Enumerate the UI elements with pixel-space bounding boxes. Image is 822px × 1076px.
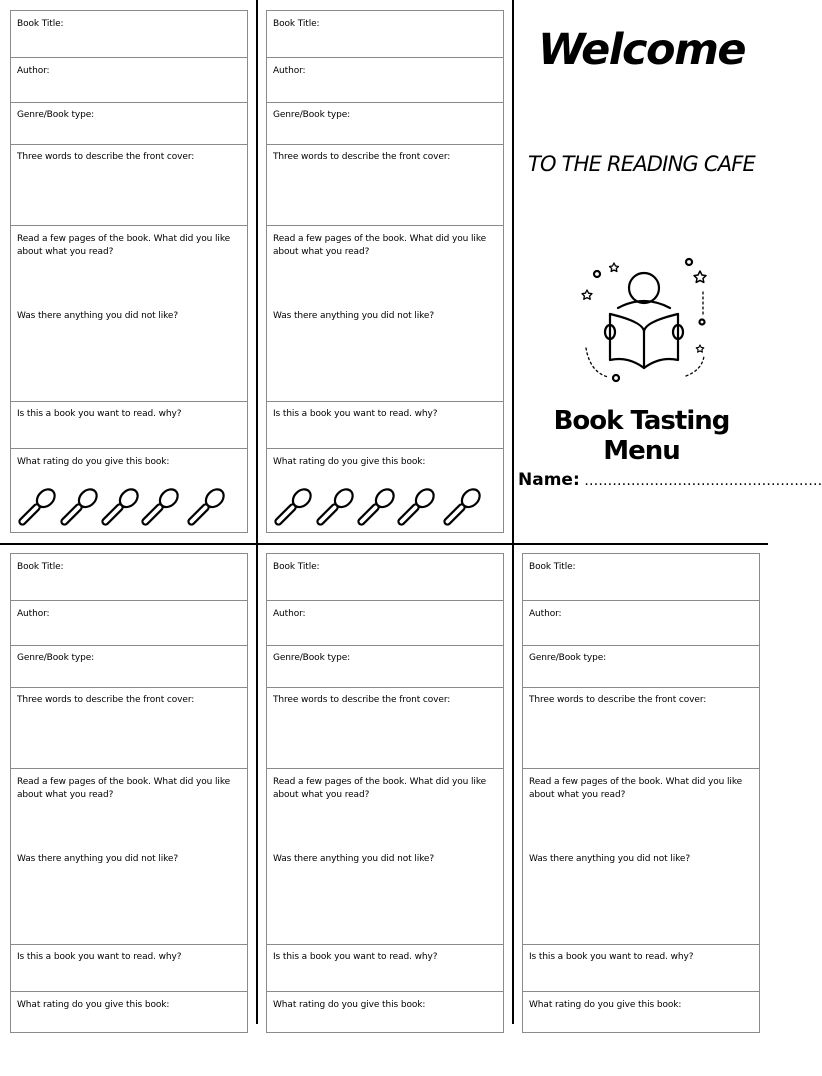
- fold-line: [0, 543, 768, 545]
- liked-label: Read a few pages of the book. What did you like about what you read?: [273, 234, 487, 257]
- book-title-field[interactable]: [523, 554, 759, 601]
- author-field[interactable]: [523, 601, 759, 646]
- want-to-read-field[interactable]: [267, 945, 503, 992]
- welcome-heading: Welcome: [537, 25, 746, 75]
- genre-field[interactable]: [11, 646, 247, 688]
- name-dots: ……………………………………………: [584, 473, 822, 489]
- author-field[interactable]: [267, 58, 503, 103]
- rating-label: What rating do you give this book:: [273, 457, 426, 467]
- liked-label: Read a few pages of the book. What did you like about what you read?: [17, 777, 231, 800]
- book-title-label: Book Title:: [17, 562, 64, 572]
- want-to-read-field[interactable]: [267, 402, 503, 449]
- want-to-read-label: Is this a book you want to read. why?: [17, 952, 182, 962]
- cover-words-label: Three words to describe the front cover:: [17, 152, 195, 162]
- likes-dislikes-field[interactable]: [267, 226, 503, 402]
- cover-words-field[interactable]: [11, 145, 247, 226]
- book-title-field[interactable]: [11, 11, 247, 58]
- rating-label: What rating do you give this book:: [273, 1000, 426, 1010]
- genre-field[interactable]: [11, 103, 247, 145]
- genre-field[interactable]: [267, 103, 503, 145]
- want-to-read-field[interactable]: [523, 945, 759, 992]
- rating-field[interactable]: [11, 449, 247, 533]
- rating-label: What rating do you give this book:: [529, 1000, 682, 1010]
- spoon-icon[interactable]: [313, 486, 356, 529]
- book-title-label: Book Title:: [273, 562, 320, 572]
- spoon-rating: [11, 483, 245, 529]
- fold-line: [512, 0, 514, 1024]
- book-title-field[interactable]: [267, 11, 503, 58]
- cover-words-label: Three words to describe the front cover:: [17, 695, 195, 705]
- likes-dislikes-field[interactable]: [11, 769, 247, 945]
- rating-label: What rating do you give this book:: [17, 457, 170, 467]
- genre-label: Genre/Book type:: [273, 110, 351, 120]
- name-label: Name:: [518, 470, 580, 490]
- liked-label: Read a few pages of the book. What did you like about what you read?: [17, 234, 231, 257]
- cover-words-label: Three words to describe the front cover:: [273, 152, 451, 162]
- book-title-label: Book Title:: [529, 562, 576, 572]
- author-field[interactable]: [11, 601, 247, 646]
- author-label: Author:: [273, 609, 306, 619]
- disliked-label: Was there anything you did not like?: [273, 854, 435, 864]
- want-to-read-field[interactable]: [11, 945, 247, 992]
- disliked-label: Was there anything you did not like?: [17, 854, 179, 864]
- want-to-read-label: Is this a book you want to read. why?: [529, 952, 694, 962]
- rating-field[interactable]: [11, 992, 247, 1076]
- want-to-read-label: Is this a book you want to read. why?: [17, 409, 182, 419]
- want-to-read-label: Is this a book you want to read. why?: [273, 952, 438, 962]
- book-title-field[interactable]: [11, 554, 247, 601]
- author-label: Author:: [17, 609, 50, 619]
- author-field[interactable]: [267, 601, 503, 646]
- rating-field[interactable]: [267, 992, 503, 1076]
- menu-title: Book Tasting Menu: [553, 406, 730, 466]
- rating-field[interactable]: [523, 992, 759, 1076]
- likes-dislikes-field[interactable]: [267, 769, 503, 945]
- book-tasting-form: [10, 553, 248, 1033]
- cafe-subtitle: TO THE READING CAFE: [527, 152, 756, 176]
- fold-line: [256, 0, 258, 1024]
- book-tasting-form: [10, 10, 248, 533]
- want-to-read-field[interactable]: [11, 402, 247, 449]
- rating-label: What rating do you give this book:: [17, 1000, 170, 1010]
- genre-label: Genre/Book type:: [273, 653, 351, 663]
- reading-child-icon: [578, 256, 710, 386]
- book-tasting-form: [266, 553, 504, 1033]
- book-title-field[interactable]: [267, 554, 503, 601]
- want-to-read-label: Is this a book you want to read. why?: [273, 409, 438, 419]
- likes-dislikes-field[interactable]: [11, 226, 247, 402]
- likes-dislikes-field[interactable]: [523, 769, 759, 945]
- spoon-icon[interactable]: [98, 486, 141, 529]
- name-field[interactable]: [518, 470, 822, 490]
- genre-label: Genre/Book type:: [17, 653, 95, 663]
- cover-words-field[interactable]: [11, 688, 247, 769]
- book-tasting-form: [266, 10, 504, 533]
- book-title-label: Book Title:: [273, 19, 320, 29]
- author-field[interactable]: [11, 58, 247, 103]
- book-title-label: Book Title:: [17, 19, 64, 29]
- cover-words-field[interactable]: [523, 688, 759, 769]
- spoon-icon[interactable]: [271, 486, 314, 529]
- author-label: Author:: [529, 609, 562, 619]
- spoon-rating: [267, 483, 501, 529]
- liked-label: Read a few pages of the book. What did you like about what you read?: [529, 777, 743, 800]
- spoon-icon[interactable]: [57, 486, 100, 529]
- genre-field[interactable]: [267, 646, 503, 688]
- cover-words-label: Three words to describe the front cover:: [529, 695, 707, 705]
- cover-words-field[interactable]: [267, 145, 503, 226]
- spoon-icon[interactable]: [354, 486, 397, 529]
- genre-label: Genre/Book type:: [17, 110, 95, 120]
- liked-label: Read a few pages of the book. What did you like about what you read?: [273, 777, 487, 800]
- spoon-icon[interactable]: [138, 486, 181, 529]
- book-tasting-form: [522, 553, 760, 1033]
- cover-words-label: Three words to describe the front cover:: [273, 695, 451, 705]
- spoon-icon[interactable]: [15, 486, 58, 529]
- author-label: Author:: [17, 66, 50, 76]
- disliked-label: Was there anything you did not like?: [529, 854, 691, 864]
- spoon-icon[interactable]: [440, 486, 483, 529]
- cover-words-field[interactable]: [267, 688, 503, 769]
- genre-label: Genre/Book type:: [529, 653, 607, 663]
- spoon-icon[interactable]: [184, 486, 227, 529]
- rating-field[interactable]: [267, 449, 503, 533]
- disliked-label: Was there anything you did not like?: [273, 311, 435, 321]
- disliked-label: Was there anything you did not like?: [17, 311, 179, 321]
- genre-field[interactable]: [523, 646, 759, 688]
- author-label: Author:: [273, 66, 306, 76]
- spoon-icon[interactable]: [394, 486, 437, 529]
